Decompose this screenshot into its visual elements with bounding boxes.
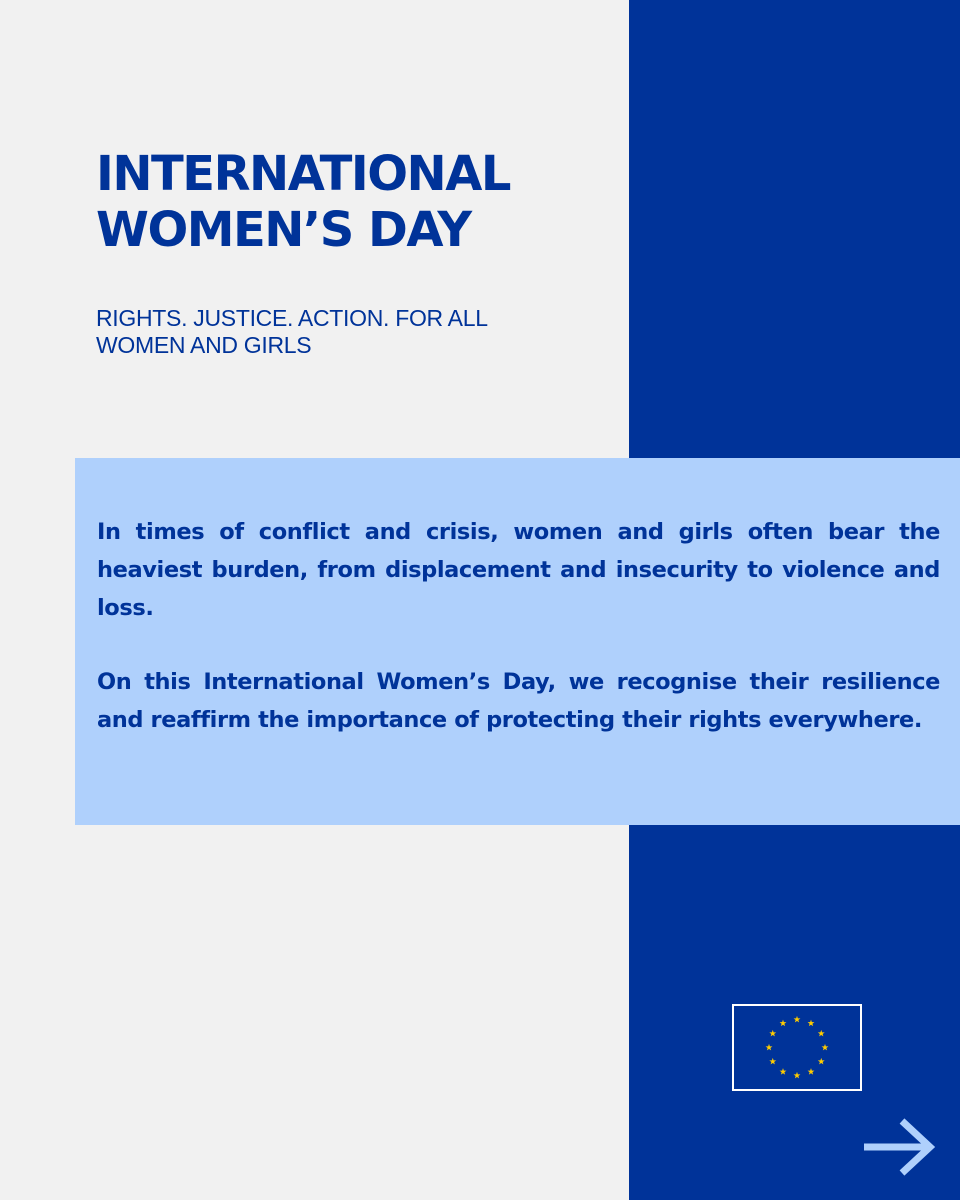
- page-title: [96, 146, 616, 258]
- arrow-right-icon[interactable]: [860, 1114, 938, 1180]
- title-line: INTERNATIONAL: [96, 146, 510, 202]
- eu-flag-icon: [732, 1004, 862, 1091]
- eu-flag-graphic: [734, 1006, 860, 1089]
- subtitle-line: WOMEN AND GIRLS: [96, 332, 312, 358]
- star-ring: [766, 1016, 829, 1079]
- star-icon: [794, 1072, 801, 1079]
- arrow-graphic: [860, 1114, 938, 1180]
- star-icon: [808, 1068, 815, 1075]
- star-icon: [780, 1068, 787, 1075]
- star-icon: [818, 1058, 825, 1065]
- star-icon: [769, 1058, 776, 1065]
- star-icon: [769, 1030, 776, 1037]
- title-line: WOMEN’S DAY: [96, 202, 471, 258]
- subtitle: [96, 305, 616, 359]
- message-paragraph: In times of conflict and crisis, women and girls often bear the heaviest burden, from displacement and insecurity to violence and loss.: [97, 519, 940, 621]
- star-icon: [818, 1030, 825, 1037]
- message-box: [75, 458, 960, 825]
- star-icon: [780, 1020, 787, 1027]
- star-icon: [808, 1020, 815, 1027]
- star-icon: [822, 1044, 829, 1051]
- message-paragraph: On this International Women’s Day, we recognise their resilience and reaffirm the importance of protecting their rights everywhere.: [97, 669, 940, 733]
- star-icon: [794, 1016, 801, 1023]
- star-icon: [766, 1044, 773, 1051]
- subtitle-line: RIGHTS. JUSTICE. ACTION. FOR ALL: [96, 305, 488, 331]
